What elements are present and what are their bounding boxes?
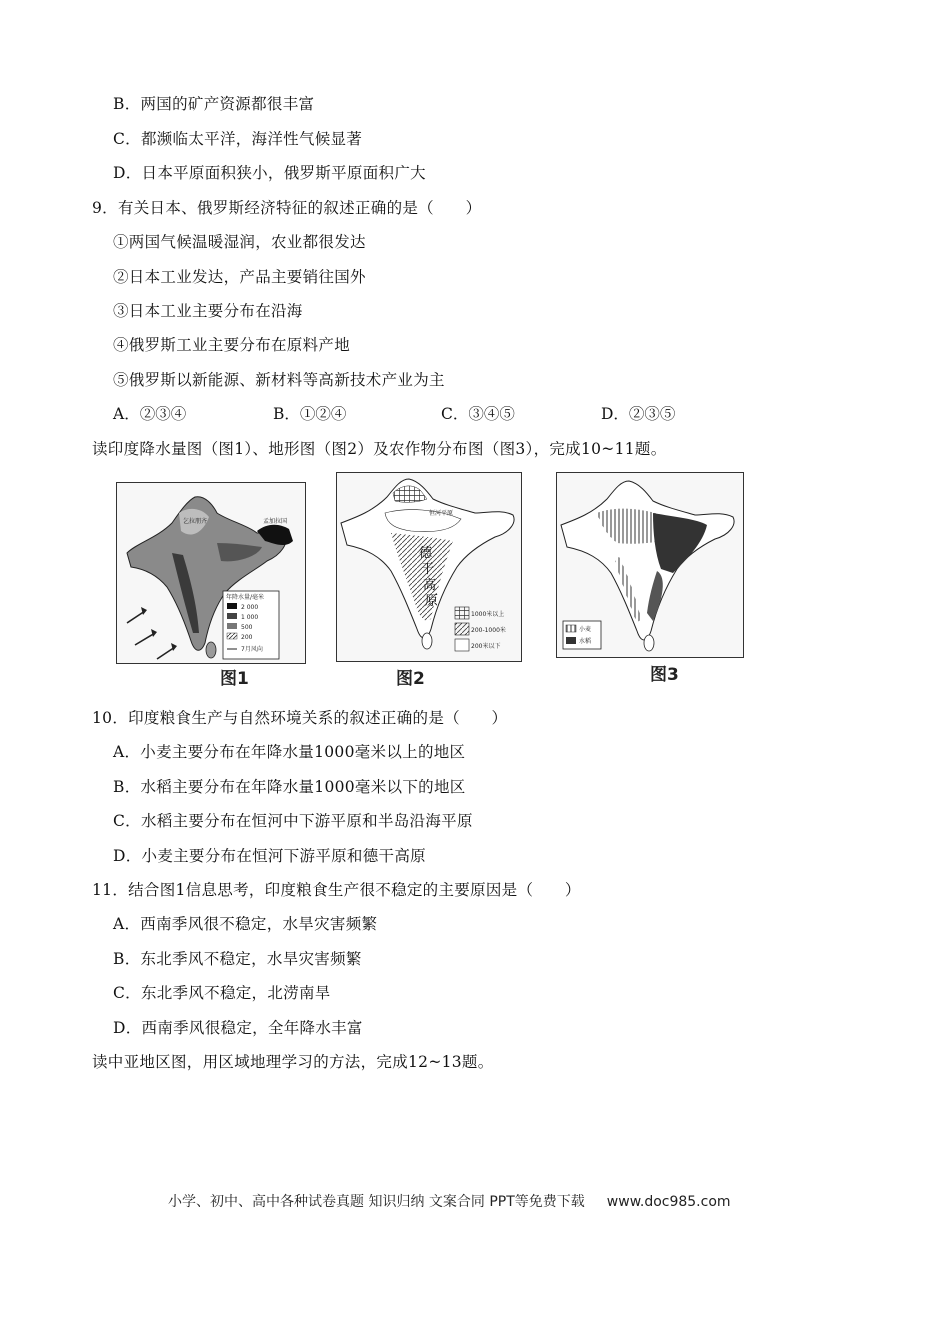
q9-choice-d: D．②③⑤ [601,405,676,423]
fig1-legend-200: 200 [241,634,253,641]
fig2-legend-high: 1000米以上 [471,611,505,618]
fig1-legend-1000: 1 000 [241,614,259,621]
fig1-label-cherrapunji: 乞拉朋齐 [183,518,208,525]
fig2-label-yuan: 原 [425,594,439,609]
q9-item-5: ⑤俄罗斯以新能源、新材料等高新技术产业为主 [113,371,445,389]
q9-choice-a: A．②③④ [113,405,187,423]
q9-item-3: ③日本工业主要分布在沿海 [113,302,303,320]
fig1-wind-arrows [127,607,177,659]
figure-3-caption: 图3 [650,665,679,685]
fig3-legend-wheat: 小麦 [579,626,592,633]
fig2-legend [455,607,506,651]
footer-url[interactable]: www.doc985.com [606,1194,731,1210]
q9-choice-c: C．③④⑤ [441,405,515,423]
figure-2-terrain-map [336,472,522,662]
fig1-legend-wind: 7月风向 [241,646,263,653]
q11-stem: 11．结合图1信息思考，印度粮食生产很不稳定的主要原因是（ ） [92,881,581,899]
figure-2-graphic [337,473,521,661]
figure-2-caption: 图2 [396,669,425,689]
fig2-label-ganges-plain: 恒河平原 [429,510,454,517]
q10-option-c: C．水稻主要分布在恒河中下游平原和半岛沿海平原 [113,812,473,830]
fig1-legend-title: 年降水量/毫米 [226,594,265,601]
q8-option-b: B．两国的矿产资源都很丰富 [113,95,315,113]
india-intro: 读印度降水量图（图1）、地形图（图2）及农作物分布图（图3），完成10~11题。 [92,440,667,458]
footer-text: 小学、初中、高中各种试卷真题 知识归纳 文案合同 PPT等免费下载 [168,1194,585,1210]
q9-item-4: ④俄罗斯工业主要分布在原料产地 [113,336,351,354]
q11-option-c: C．东北季风不稳定，北涝南旱 [113,984,331,1002]
fig3-legend-rice: 水稻 [579,638,592,645]
fig2-label-gan: 干 [421,562,435,577]
q11-option-d: D．西南季风很稳定，全年降水丰富 [113,1019,363,1037]
fig2-label-gao: 高 [423,578,437,593]
fig2-legend-low: 200米以下 [471,643,501,650]
q9-item-2: ②日本工业发达，产品主要销往国外 [113,268,366,286]
fig1-legend-500: 500 [241,624,253,631]
figure-1-graphic [117,483,305,663]
q9-item-1: ①两国气候温暖湿润，农业都很发达 [113,233,366,251]
fig1-legend [223,591,279,659]
q8-option-d: D．日本平原面积狭小，俄罗斯平原面积广大 [113,164,426,182]
q11-option-a: A．西南季风很不稳定，水旱灾害频繁 [113,915,378,933]
figure-3-crop-map [556,472,744,658]
fig1-label-bangladesh: 孟加拉国 [263,518,288,525]
figure-1-precipitation-map [116,482,306,664]
q10-stem: 10．印度粮食生产与自然环境关系的叙述正确的是（ ） [92,709,508,727]
q8-option-c: C．都濒临太平洋，海洋性气候显著 [113,130,363,148]
central-asia-intro: 读中亚地区图，用区域地理学习的方法，完成12~13题。 [92,1053,494,1071]
figure-3-graphic [557,473,743,657]
fig3-legend [563,621,601,649]
q11-option-b: B．东北季风不稳定，水旱灾害频繁 [113,950,362,968]
figure-1-caption: 图1 [220,669,249,689]
q9-choice-b: B．①②④ [273,405,347,423]
q10-option-d: D．小麦主要分布在恒河下游平原和德干高原 [113,847,426,865]
fig2-label-de: 德 [419,546,433,561]
page-footer [168,1191,731,1211]
q10-option-b: B．水稻主要分布在年降水量1000毫米以下的地区 [113,778,466,796]
fig2-legend-mid: 200-1000米 [471,627,506,634]
q9-stem: 9．有关日本、俄罗斯经济特征的叙述正确的是（ ） [92,199,482,217]
q9-choices [113,404,813,424]
fig1-legend-2000: 2 000 [241,604,259,611]
q10-option-a: A．小麦主要分布在年降水量1000毫米以上的地区 [113,743,466,761]
